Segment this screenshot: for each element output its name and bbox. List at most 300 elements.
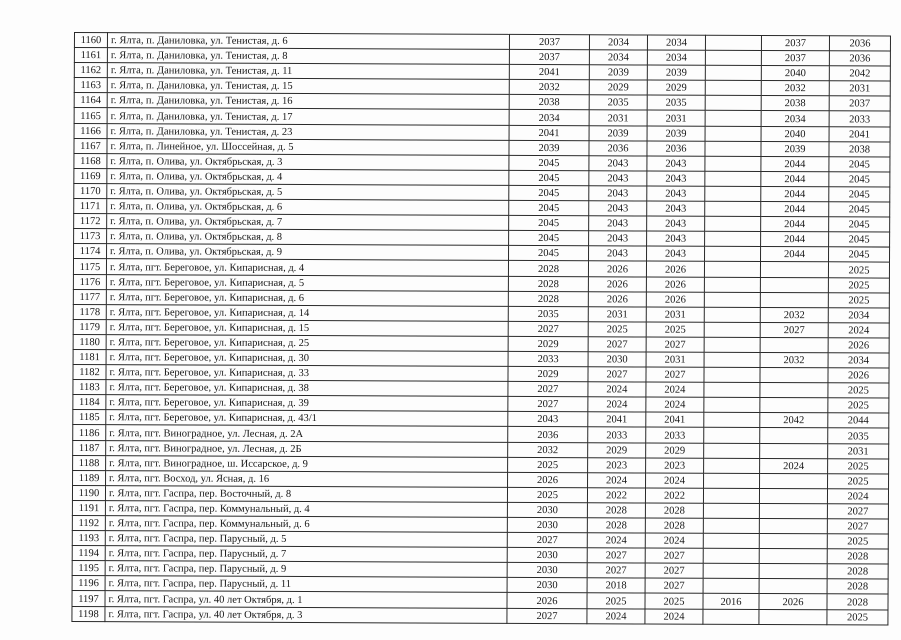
row-number: 1160 — [74, 33, 107, 48]
year-cell: 2045 — [509, 200, 589, 215]
year-cell: 2023 — [588, 457, 646, 472]
year-cell: 2043 — [647, 246, 705, 261]
year-cell: 2045 — [509, 170, 589, 185]
row-number: 1183 — [73, 380, 106, 395]
row-number: 1167 — [74, 138, 107, 153]
year-cell: 2018 — [587, 578, 645, 593]
year-cell: 2041 — [509, 65, 589, 80]
year-cell: 2026 — [588, 291, 646, 306]
year-cell: 2028 — [827, 579, 888, 594]
address-cell: г. Ялта, пгт. Береговое, ул. Кипарисная, д. 14 — [106, 304, 508, 321]
year-cell: 2034 — [589, 50, 647, 65]
row-number: 1176 — [73, 274, 106, 289]
address-cell: г. Ялта, пгт. Береговое, ул. Кипарисная, д. 38 — [106, 380, 508, 397]
address-cell: г. Ялта, п. Олива, ул. Октябрьская, д. 7 — [107, 214, 509, 231]
row-number: 1174 — [74, 244, 107, 259]
year-cell — [704, 277, 760, 292]
row-number: 1179 — [73, 319, 106, 334]
year-cell: 2043 — [589, 186, 647, 201]
year-cell: 2031 — [647, 110, 705, 125]
year-cell: 2025 — [828, 474, 889, 489]
row-number: 1192 — [72, 515, 105, 530]
year-cell: 2045 — [829, 217, 890, 232]
address-cell: г. Ялта, пгт. Гаспра, пер. Парусный, д. 11 — [105, 576, 507, 593]
year-cell: 2045 — [509, 246, 589, 261]
address-cell: г. Ялта, пгт. Гаспра, пер. Парусный, д. 5 — [105, 531, 507, 548]
year-cell: 2036 — [589, 140, 647, 155]
row-number: 1163 — [74, 78, 107, 93]
year-cell: 2028 — [508, 261, 588, 276]
year-cell — [759, 564, 827, 579]
address-cell: г. Ялта, п. Олива, ул. Октябрьская, д. 5 — [107, 184, 509, 201]
year-cell — [760, 277, 828, 292]
address-cell: г. Ялта, пгт. Гаспра, пер. Парусный, д. 7 — [105, 546, 507, 563]
year-cell: 2024 — [587, 533, 645, 548]
row-number: 1161 — [74, 48, 107, 63]
year-cell: 2033 — [646, 427, 704, 442]
year-cell: 2027 — [827, 504, 888, 519]
year-cell: 2044 — [761, 232, 829, 247]
year-cell: 2027 — [645, 563, 703, 578]
year-cell: 2029 — [508, 336, 588, 351]
year-cell: 2038 — [829, 141, 890, 156]
year-cell: 2035 — [508, 306, 588, 321]
year-cell: 2032 — [760, 352, 828, 367]
year-cell: 2027 — [508, 321, 588, 336]
year-cell — [705, 156, 761, 171]
year-cell: 2045 — [509, 231, 589, 246]
row-number: 1177 — [73, 289, 106, 304]
year-cell: 2041 — [509, 125, 589, 140]
year-cell — [704, 367, 760, 382]
year-cell: 2025 — [828, 383, 889, 398]
year-cell: 2032 — [508, 442, 588, 457]
year-cell — [704, 443, 760, 458]
year-cell: 2031 — [589, 110, 647, 125]
address-cell: г. Ялта, пгт. Береговое, ул. Кипарисная, д. 4 — [106, 259, 508, 276]
year-cell — [704, 337, 760, 352]
year-cell: 2044 — [761, 171, 829, 186]
year-cell: 2039 — [509, 140, 589, 155]
year-cell: 2026 — [646, 277, 704, 292]
year-cell: 2024 — [645, 533, 703, 548]
address-cell: г. Ялта, пгт. Виноградное, ул. Лесная, д. 2А — [106, 425, 508, 442]
year-cell: 2024 — [587, 608, 645, 623]
year-cell: 2028 — [827, 594, 888, 609]
year-cell: 2029 — [588, 442, 646, 457]
year-cell — [759, 579, 827, 594]
year-cell: 2042 — [760, 413, 828, 428]
year-cell: 2027 — [646, 367, 704, 382]
row-number: 1194 — [72, 546, 105, 561]
year-cell: 2035 — [647, 95, 705, 110]
year-cell — [705, 50, 761, 65]
year-cell: 2025 — [828, 277, 889, 292]
year-cell — [703, 503, 759, 518]
year-cell: 2026 — [828, 368, 889, 383]
year-cell — [760, 428, 828, 443]
year-cell: 2035 — [828, 428, 889, 443]
year-cell: 2022 — [587, 488, 645, 503]
address-cell: г. Ялта, п. Даниловка, ул. Тенистая, д. 8 — [107, 48, 509, 65]
year-cell: 2039 — [761, 141, 829, 156]
year-cell — [705, 231, 761, 246]
year-cell: 2027 — [645, 578, 703, 593]
year-cell: 2026 — [646, 292, 704, 307]
address-cell: г. Ялта, п. Даниловка, ул. Тенистая, д. 6 — [107, 33, 509, 50]
year-cell: 2027 — [587, 563, 645, 578]
year-cell: 2044 — [761, 217, 829, 232]
year-cell — [704, 307, 760, 322]
address-cell: г. Ялта, пгт. Береговое, ул. Кипарисная, д. 25 — [106, 335, 508, 352]
year-cell: 2028 — [587, 503, 645, 518]
year-cell — [759, 549, 827, 564]
year-cell: 2034 — [761, 111, 829, 126]
year-cell — [705, 81, 761, 96]
year-cell: 2045 — [829, 157, 890, 172]
year-cell: 2043 — [647, 231, 705, 246]
year-cell: 2037 — [761, 35, 829, 50]
row-number: 1197 — [72, 591, 105, 606]
year-cell: 2026 — [588, 276, 646, 291]
year-cell — [703, 533, 759, 548]
year-cell: 2040 — [761, 126, 829, 141]
year-cell: 2038 — [509, 95, 589, 110]
year-cell: 2043 — [589, 201, 647, 216]
year-cell — [705, 35, 761, 50]
year-cell: 2041 — [829, 126, 890, 141]
address-cell: г. Ялта, пгт. Гаспра, ул. 40 лет Октября, д. 3 — [105, 606, 507, 623]
year-cell — [704, 428, 760, 443]
year-cell: 2030 — [507, 502, 587, 517]
year-cell: 2023 — [646, 458, 704, 473]
year-cell — [705, 171, 761, 186]
year-cell: 2033 — [588, 427, 646, 442]
year-cell — [704, 473, 760, 488]
address-cell: г. Ялта, пгт. Виноградное, ул. Лесная, д. 2Б — [106, 440, 508, 457]
address-cell: г. Ялта, п. Олива, ул. Октябрьская, д. 6 — [107, 199, 509, 216]
year-cell: 2045 — [829, 247, 890, 262]
year-cell: 2036 — [647, 141, 705, 156]
row-number: 1172 — [74, 214, 107, 229]
address-cell: г. Ялта, пгт. Гаспра, пер. Восточный, д. 8 — [105, 485, 507, 502]
row-number: 1169 — [74, 168, 107, 183]
address-cell: г. Ялта, пгт. Береговое, ул. Кипарисная, д. 15 — [106, 319, 508, 336]
year-cell: 2025 — [828, 398, 889, 413]
year-cell: 2039 — [589, 65, 647, 80]
year-cell: 2030 — [507, 517, 587, 532]
year-cell: 2028 — [645, 518, 703, 533]
year-cell — [704, 352, 760, 367]
year-cell: 2043 — [589, 231, 647, 246]
year-cell: 2041 — [588, 412, 646, 427]
year-cell — [703, 488, 759, 503]
year-cell — [704, 292, 760, 307]
year-cell: 2027 — [507, 608, 587, 623]
row-number: 1191 — [72, 500, 105, 515]
year-cell: 2025 — [828, 262, 889, 277]
year-cell: 2024 — [828, 323, 889, 338]
year-cell: 2027 — [588, 367, 646, 382]
year-cell: 2016 — [703, 594, 759, 609]
year-cell — [705, 111, 761, 126]
year-cell: 2028 — [508, 276, 588, 291]
year-cell: 2044 — [828, 413, 889, 428]
address-cell: г. Ялта, пгт. Береговое, ул. Кипарисная, д. 5 — [106, 274, 508, 291]
year-cell: 2024 — [588, 472, 646, 487]
year-cell: 2032 — [761, 81, 829, 96]
year-cell: 2045 — [509, 155, 589, 170]
year-cell: 2025 — [507, 487, 587, 502]
year-cell: 2045 — [829, 232, 890, 247]
row-number: 1164 — [74, 93, 107, 108]
year-cell: 2043 — [647, 201, 705, 216]
year-cell: 2024 — [588, 397, 646, 412]
year-cell — [704, 382, 760, 397]
year-cell: 2044 — [761, 186, 829, 201]
year-cell: 2034 — [647, 35, 705, 50]
year-cell — [760, 292, 828, 307]
year-cell: 2029 — [647, 80, 705, 95]
year-cell: 2027 — [646, 337, 704, 352]
address-cell: г. Ялта, пгт. Береговое, ул. Кипарисная, д. 43/1 — [106, 410, 508, 427]
year-cell: 2022 — [645, 488, 703, 503]
year-cell: 2044 — [761, 156, 829, 171]
address-cell: г. Ялта, п. Даниловка, ул. Тенистая, д. 16 — [107, 93, 509, 110]
year-cell: 2043 — [647, 216, 705, 231]
year-cell — [760, 337, 828, 352]
year-cell: 2024 — [760, 458, 828, 473]
year-cell: 2044 — [761, 247, 829, 262]
year-cell: 2025 — [645, 593, 703, 608]
row-number: 1181 — [73, 349, 106, 364]
year-cell: 2033 — [508, 351, 588, 366]
year-cell: 2027 — [507, 532, 587, 547]
year-cell: 2034 — [828, 353, 889, 368]
year-cell: 2037 — [509, 34, 589, 49]
year-cell — [705, 247, 761, 262]
year-cell: 2031 — [588, 306, 646, 321]
year-cell: 2039 — [589, 125, 647, 140]
year-cell — [705, 65, 761, 80]
year-cell: 2028 — [827, 564, 888, 579]
address-cell: г. Ялта, п. Даниловка, ул. Тенистая, д. 17 — [107, 108, 509, 125]
year-cell: 2027 — [827, 519, 888, 534]
year-cell: 2029 — [646, 443, 704, 458]
year-cell: 2035 — [589, 95, 647, 110]
year-cell: 2031 — [828, 443, 889, 458]
row-number: 1185 — [73, 410, 106, 425]
row-number: 1193 — [72, 531, 105, 546]
year-cell: 2037 — [509, 49, 589, 64]
address-cell: г. Ялта, пгт. Гаспра, пер. Парусный, д. 9 — [105, 561, 507, 578]
row-number: 1175 — [73, 259, 106, 274]
year-cell — [705, 186, 761, 201]
row-number: 1186 — [73, 425, 106, 440]
year-cell: 2024 — [588, 382, 646, 397]
year-cell — [703, 548, 759, 563]
year-cell: 2034 — [647, 50, 705, 65]
row-number: 1170 — [74, 183, 107, 198]
table-body — [72, 33, 891, 625]
year-cell: 2031 — [646, 352, 704, 367]
row-number: 1173 — [74, 229, 107, 244]
year-cell: 2038 — [761, 96, 829, 111]
year-cell: 2044 — [761, 202, 829, 217]
year-cell: 2043 — [647, 156, 705, 171]
year-cell — [705, 126, 761, 141]
year-cell — [705, 216, 761, 231]
address-cell: г. Ялта, пгт. Береговое, ул. Кипарисная, д. 6 — [106, 289, 508, 306]
year-cell: 2043 — [589, 155, 647, 170]
row-number: 1198 — [72, 606, 105, 621]
year-cell: 2025 — [827, 534, 888, 549]
year-cell: 2043 — [647, 186, 705, 201]
row-number: 1180 — [73, 334, 106, 349]
year-cell — [703, 564, 759, 579]
year-cell — [704, 262, 760, 277]
address-cell: г. Ялта, пгт. Гаспра, пер. Коммунальный, д. 4 — [105, 501, 507, 518]
year-cell: 2027 — [587, 548, 645, 563]
year-cell: 2027 — [760, 322, 828, 337]
year-cell: 2029 — [589, 80, 647, 95]
table-row — [72, 606, 888, 625]
year-cell: 2043 — [508, 412, 588, 427]
building-schedule-table — [71, 32, 891, 625]
year-cell: 2024 — [645, 609, 703, 624]
year-cell: 2028 — [508, 291, 588, 306]
year-cell — [760, 473, 828, 488]
row-number: 1182 — [73, 365, 106, 380]
year-cell — [759, 503, 827, 518]
year-cell: 2045 — [829, 202, 890, 217]
year-cell — [705, 201, 761, 216]
year-cell: 2045 — [509, 185, 589, 200]
year-cell: 2045 — [509, 216, 589, 231]
year-cell: 2045 — [829, 187, 890, 202]
address-cell: г. Ялта, пгт. Береговое, ул. Кипарисная, д. 39 — [106, 395, 508, 412]
address-cell: г. Ялта, п. Линейное, ул. Шоссейная, д. 5 — [107, 138, 509, 155]
row-number: 1162 — [74, 63, 107, 78]
address-cell: г. Ялта, п. Олива, ул. Октябрьская, д. 4 — [107, 168, 509, 185]
year-cell: 2025 — [587, 593, 645, 608]
row-number: 1178 — [73, 304, 106, 319]
row-number: 1196 — [72, 576, 105, 591]
year-cell — [704, 458, 760, 473]
year-cell — [704, 398, 760, 413]
year-cell — [760, 368, 828, 383]
year-cell: 2031 — [829, 81, 890, 96]
row-number: 1187 — [73, 440, 106, 455]
year-cell: 2032 — [760, 307, 828, 322]
year-cell: 2043 — [589, 216, 647, 231]
row-number: 1190 — [72, 485, 105, 500]
year-cell: 2030 — [588, 352, 646, 367]
year-cell: 2026 — [508, 472, 588, 487]
year-cell: 2043 — [589, 171, 647, 186]
year-cell — [703, 609, 759, 624]
year-cell: 2030 — [507, 578, 587, 593]
year-cell — [760, 398, 828, 413]
address-cell: г. Ялта, пгт. Береговое, ул. Кипарисная, д. 30 — [106, 350, 508, 367]
year-cell: 2028 — [827, 549, 888, 564]
year-cell: 2029 — [508, 366, 588, 381]
year-cell: 2034 — [589, 35, 647, 50]
year-cell: 2034 — [509, 110, 589, 125]
address-cell: г. Ялта, п. Олива, ул. Октябрьская, д. 8 — [107, 229, 509, 246]
year-cell — [760, 262, 828, 277]
year-cell: 2028 — [645, 503, 703, 518]
year-cell: 2027 — [508, 382, 588, 397]
address-cell: г. Ялта, п. Даниловка, ул. Тенистая, д. 23 — [107, 123, 509, 140]
year-cell — [705, 141, 761, 156]
year-cell: 2033 — [829, 111, 890, 126]
row-number: 1188 — [73, 455, 106, 470]
row-number: 1168 — [74, 153, 107, 168]
address-cell: г. Ялта, п. Даниловка, ул. Тенистая, д. 11 — [107, 63, 509, 80]
year-cell — [759, 518, 827, 533]
row-number: 1166 — [74, 123, 107, 138]
address-cell: г. Ялта, пгт. Гаспра, пер. Коммунальный, д. 6 — [105, 516, 507, 533]
year-cell — [759, 488, 827, 503]
year-cell: 2026 — [828, 338, 889, 353]
year-cell: 2036 — [829, 51, 890, 66]
year-cell — [760, 383, 828, 398]
address-cell: г. Ялта, пгт. Гаспра, ул. 40 лет Октября, д. 1 — [105, 591, 507, 608]
year-cell: 2025 — [588, 322, 646, 337]
year-cell: 2025 — [828, 458, 889, 473]
row-number: 1171 — [74, 199, 107, 214]
year-cell: 2030 — [507, 563, 587, 578]
year-cell — [704, 413, 760, 428]
year-cell — [759, 534, 827, 549]
address-cell: г. Ялта, п. Олива, ул. Октябрьская, д. 9 — [107, 244, 509, 261]
year-cell: 2037 — [761, 51, 829, 66]
year-cell: 2026 — [588, 261, 646, 276]
year-cell: 2043 — [647, 171, 705, 186]
row-number: 1184 — [73, 395, 106, 410]
year-cell: 2037 — [829, 96, 890, 111]
year-cell: 2028 — [587, 518, 645, 533]
year-cell: 2026 — [646, 261, 704, 276]
year-cell — [703, 518, 759, 533]
year-cell: 2030 — [507, 548, 587, 563]
year-cell — [704, 322, 760, 337]
year-cell: 2025 — [827, 609, 888, 624]
address-cell: г. Ялта, пгт. Береговое, ул. Кипарисная, д. 33 — [106, 365, 508, 382]
year-cell: 2027 — [645, 548, 703, 563]
year-cell — [703, 579, 759, 594]
year-cell: 2027 — [588, 337, 646, 352]
year-cell: 2036 — [829, 36, 890, 51]
year-cell: 2025 — [508, 457, 588, 472]
year-cell: 2025 — [646, 322, 704, 337]
year-cell: 2039 — [647, 65, 705, 80]
year-cell — [759, 609, 827, 624]
year-cell: 2042 — [829, 66, 890, 81]
year-cell: 2043 — [589, 246, 647, 261]
year-cell: 2024 — [646, 397, 704, 412]
year-cell: 2041 — [646, 412, 704, 427]
address-cell: г. Ялта, п. Даниловка, ул. Тенистая, д. 15 — [107, 78, 509, 95]
year-cell: 2026 — [507, 593, 587, 608]
year-cell: 2039 — [647, 126, 705, 141]
year-cell: 2024 — [646, 382, 704, 397]
address-cell: г. Ялта, п. Олива, ул. Октябрьская, д. 3 — [107, 153, 509, 170]
year-cell: 2036 — [508, 427, 588, 442]
row-number: 1189 — [73, 470, 106, 485]
year-cell: 2031 — [646, 307, 704, 322]
